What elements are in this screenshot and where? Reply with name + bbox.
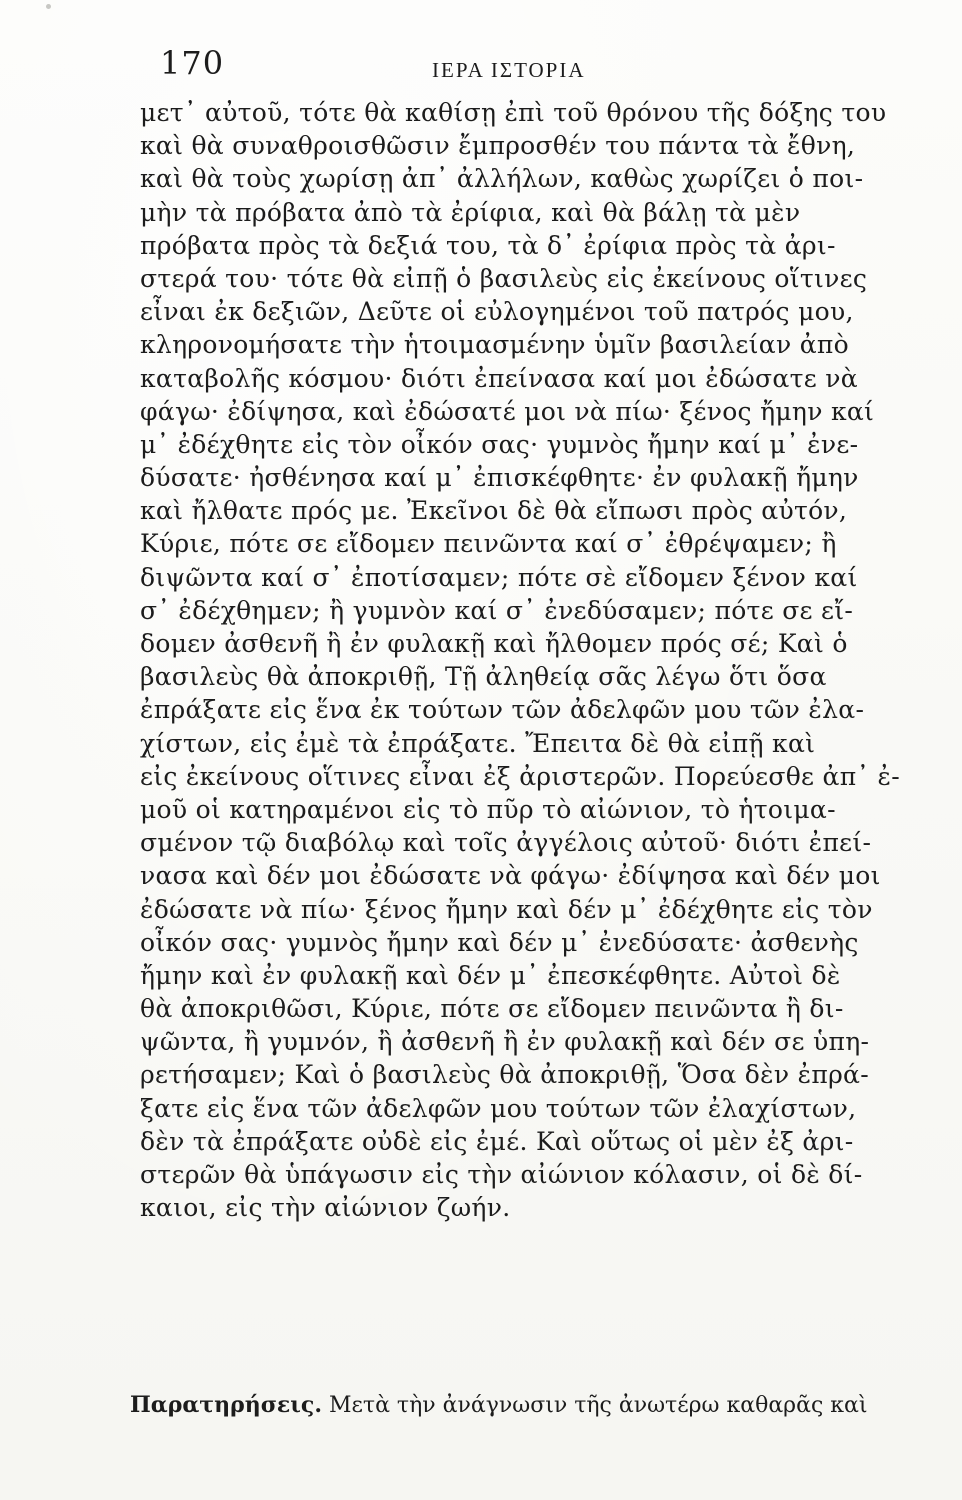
text-line: καὶ ἤλθατε πρός με. Ἐκεῖνοι δὲ θὰ εἴπωσι πρὸς αὐτόν, xyxy=(140,496,848,526)
page-number: 170 xyxy=(160,44,225,82)
text-line: ἐπράξατε εἰς ἕνα ἐκ τούτων τῶν ἀδελφῶν μου τῶν ἐλα- xyxy=(140,695,865,725)
text-line: μετ᾽ αὐτοῦ, τότε θὰ καθίσῃ ἐπὶ τοῦ θρόνου τῆς δόξης του xyxy=(140,98,887,127)
text-line: δομεν ἀσθενῆ ἢ ἐν φυλακῇ καὶ ἤλθομεν πρός σέ; Καὶ ὁ xyxy=(140,629,848,658)
text-line: ἐδώσατε νὰ πίω· ξένος ἤμην καὶ δέν μ᾽ ἐδέχθητε εἰς τὸν xyxy=(140,894,873,924)
running-head: ΙΕΡΑ ΙΣΤΟΡΙΑ xyxy=(432,58,586,82)
text-line: μὴν τὰ πρόβατα ἀπὸ τὰ ἐρίφια, καὶ θὰ βάλῃ τὰ μὲν xyxy=(140,197,801,227)
text-line: χίστων, εἰς ἐμὲ τὰ ἐπράξατε. Ἔπειτα δὲ θὰ εἰπῇ καὶ xyxy=(140,728,816,758)
text-line: δύσατε· ἠσθένησα καί μ᾽ ἐπισκέφθητε· ἐν φυλακῇ ἤμην xyxy=(140,463,859,493)
body-text xyxy=(140,96,900,1224)
text-line: βασιλεὺς θὰ ἀποκριθῇ, Τῇ ἀληθείᾳ σᾶς λέγω ὅτι ὅσα xyxy=(140,662,827,692)
text-line: νασα καὶ δέν μοι ἐδώσατε νὰ φάγω· ἐδίψησα καὶ δέν μοι xyxy=(140,861,881,891)
text-line: ψῶντα, ἢ γυμνόν, ἢ ἀσθενῆ ἢ ἐν φυλακῇ καὶ δέν σε ὑπη- xyxy=(140,1027,870,1057)
text-line: μοῦ οἱ κατηραμένοι εἰς τὸ πῦρ τὸ αἰώνιον, τὸ ἡτοιμα- xyxy=(140,794,836,824)
text-line: καὶ θὰ συναθροισθῶσιν ἔμπροσθέν του πάντα τὰ ἔθνη, xyxy=(140,131,856,161)
text-line: οἶκόν σας· γυμνὸς ἤμην καὶ δέν μ᾽ ἐνεδύσατε· ἀσθενὴς xyxy=(140,927,859,957)
text-line: θὰ ἀποκριθῶσι, Κύριε, πότε σε εἴδομεν πεινῶντα ἢ δι- xyxy=(140,994,844,1024)
remarks-label: Παρατηρήσεις. xyxy=(130,1392,322,1418)
text-line: Κύριε, πότε σε εἴδομεν πεινῶντα καί σ᾽ ἐθρέψαμεν; ἢ xyxy=(140,529,837,559)
text-line: στερά του· τότε θὰ εἰπῇ ὁ βασιλεὺς εἰς ἐκείνους οἵτινες xyxy=(140,263,868,293)
text-line: καταβολῆς κόσμου· διότι ἐπείνασα καί μοι ἐδώσατε νὰ xyxy=(140,363,858,393)
text-line: εἶναι ἐκ δεξιῶν, Δεῦτε οἱ εὐλογημένοι τοῦ πατρός μου, xyxy=(140,297,854,327)
text-line: στερῶν θὰ ὑπάγωσιν εἰς τὴν αἰώνιον κόλασιν, οἱ δὲ δί- xyxy=(140,1160,863,1189)
text-line: διψῶντα καί σ᾽ ἐποτίσαμεν; πότε σὲ εἴδομεν ξένον καί xyxy=(140,562,858,592)
text-line: καὶ θὰ τοὺς χωρίσῃ ἀπ᾽ ἀλλήλων, καθὼς χωρίζει ὁ ποι- xyxy=(140,164,864,194)
remarks-paragraph xyxy=(130,1390,910,1421)
text-line: πρόβατα πρὸς τὰ δεξιά του, τὰ δ᾽ ἐρίφια πρὸς τὰ ἀρι- xyxy=(140,230,836,260)
text-line: ρετήσαμεν; Καὶ ὁ βασιλεὺς θὰ ἀποκριθῇ, Ὅσα δὲν ἐπρά- xyxy=(140,1060,869,1090)
text-line: σ᾽ ἐδέχθημεν; ἢ γυμνὸν καί σ᾽ ἐνεδύσαμεν; πότε σε εἴ- xyxy=(140,595,854,625)
text-line: ἤμην καὶ ἐν φυλακῇ καὶ δέν μ᾽ ἐπεσκέφθητε. Αὐτοὶ δὲ xyxy=(140,960,841,990)
remarks-text: Μετὰ τὴν ἀνάγνωσιν τῆς ἀνωτέρω καθαρᾶς καὶ xyxy=(321,1393,868,1418)
paper-speck xyxy=(46,4,51,9)
text-line: ξατε εἰς ἕνα τῶν ἀδελφῶν μου τούτων τῶν ἐλαχίστων, xyxy=(140,1093,857,1123)
text-line: σμένον τῷ διαβόλῳ καὶ τοῖς ἀγγέλοις αὐτοῦ· διότι ἐπεί- xyxy=(140,828,872,858)
text-line: φάγω· ἐδίψησα, καὶ ἐδώσατέ μοι νὰ πίω· ξένος ἤμην καί xyxy=(140,396,875,426)
text-line: καιοι, εἰς τὴν αἰώνιον ζωήν. xyxy=(140,1193,511,1223)
text-line: κληρονομήσατε τὴν ἡτοιμασμένην ὑμῖν βασιλείαν ἀπὸ xyxy=(140,330,849,360)
text-line: δὲν τὰ ἐπράξατε οὐδὲ εἰς ἐμέ. Καὶ οὕτως οἱ μὲν ἐξ ἀρι- xyxy=(140,1126,854,1156)
text-line: μ᾽ ἐδέχθητε εἰς τὸν οἶκόν σας· γυμνὸς ἤμην καί μ᾽ ἐνε- xyxy=(140,429,859,459)
text-line: εἰς ἐκείνους οἵτινες εἶναι ἐξ ἀριστερῶν. Πορεύεσθε ἀπ᾽ ἐ- xyxy=(140,761,900,791)
